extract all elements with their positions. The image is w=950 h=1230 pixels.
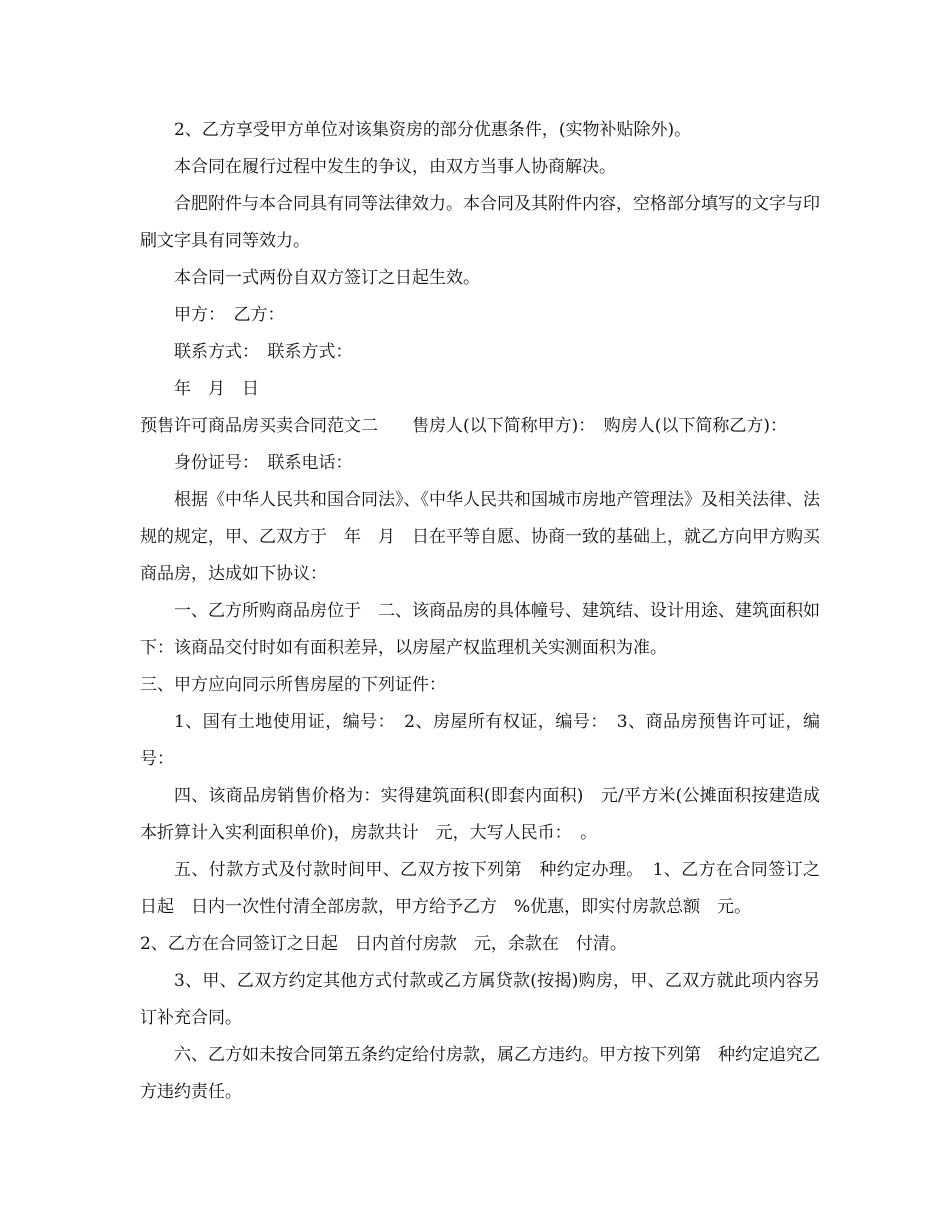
paragraph-legal-basis: 根据《中华人民共和国合同法》、《中华人民共和国城市房地产管理法》及相关法律、法规的规定，甲、乙双方于 年 月 日在平等自愿、协商一致的基础上，就乙方向甲方购买商品房，达成如下协议： <box>140 490 820 584</box>
document-body <box>140 112 820 1111</box>
clause-five-option-three: 3、甲、乙双方约定其他方式付款或乙方属贷款(按揭)购房，甲、乙双方就此项内容另订补充合同。 <box>140 971 820 1028</box>
clause-five-payment: 五、付款方式及付款时间甲、乙双方按下列第 种约定办理。 1、乙方在合同签订之日起 日内一次性付清全部房款，甲方给予乙方 %优惠，即实付房款总额 元。 <box>140 860 820 917</box>
clause-three: 三、甲方应向同示所售房屋的下列证件： <box>140 675 446 695</box>
signature-date: 年 月 日 <box>174 379 259 399</box>
clause-six-breach: 六、乙方如未按合同第五条约定给付房款，属乙方违约。甲方按下列第 种约定追究乙方违约责任。 <box>140 1045 820 1102</box>
clause-three-certificates: 1、国有土地使用证，编号： 2、房屋所有权证，编号： 3、商品房预售许可证，编号： <box>140 712 820 769</box>
clause-one-two: 一、乙方所购商品房位于 二、该商品房的具体幢号、建筑结、设计用途、建筑面积如下：该商品交付时如有面积差异，以房屋产权监理机关实测面积为准。 <box>140 601 820 658</box>
clause-four-price: 四、该商品房销售价格为：实得建筑面积(即套内面积) 元/平方米(公摊面积按建造成本折算计入实利面积单价)，房款共计 元，大写人民币： 。 <box>140 786 820 843</box>
signature-parties: 甲方： 乙方： <box>174 305 285 325</box>
paragraph-effective-date: 本合同一式两份自双方签订之日起生效。 <box>174 268 480 288</box>
contract-two-heading: 预售许可商品房买卖合同范文二 售房人(以下简称甲方)： 购房人(以下简称乙方)： <box>140 416 788 436</box>
paragraph-id-phone: 身份证号： 联系电话： <box>174 453 353 473</box>
paragraph-dispute-resolution: 本合同在履行过程中发生的争议，由双方当事人协商解决。 <box>174 157 616 177</box>
paragraph-attachment-validity: 合肥附件与本合同具有同等法律效力。本合同及其附件内容，空格部分填写的文字与印刷文字具有同等效力。 <box>140 194 820 251</box>
clause-five-option-two: 2、乙方在合同签订之日起 日内首付房款 元，余款在 付清。 <box>140 934 627 954</box>
paragraph-preferential-terms: 2、乙方享受甲方单位对该集资房的部分优惠条件，(实物补贴除外)。 <box>174 120 692 140</box>
signature-contacts: 联系方式： 联系方式： <box>174 342 353 362</box>
